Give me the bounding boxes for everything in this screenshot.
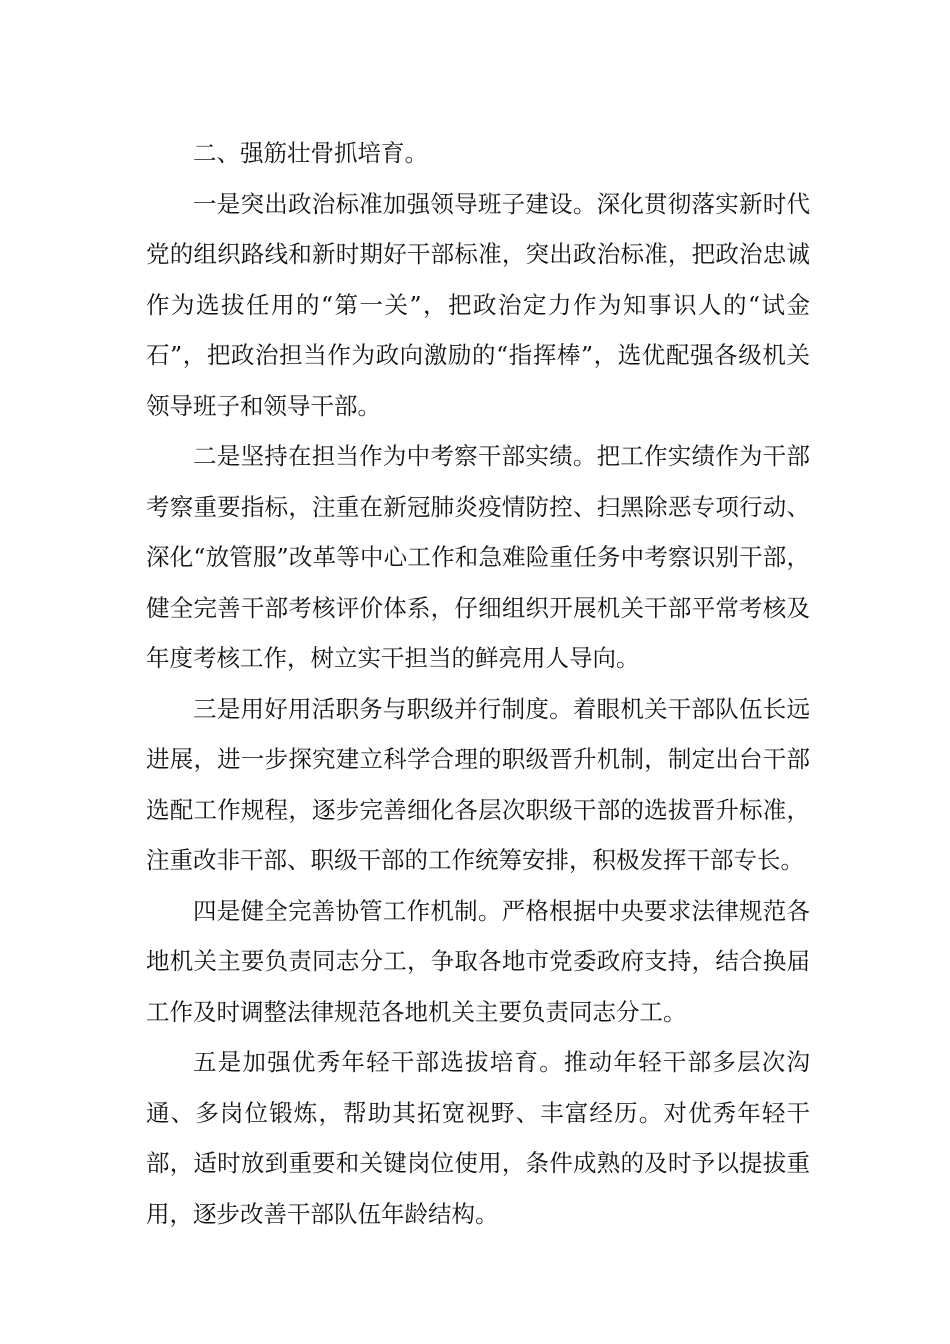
section-heading: 二、强筋壮骨抓培育。 xyxy=(193,139,428,167)
paragraph-3: 三是用好用活职务与职级并行制度。着眼机关干部队伍长远进展，进一步探究建立科学合理的职级晋升机制，制定出台干部选配工作规程，逐步完善细化各层次职级干部的选拔晋升标准，注重改非干部、职级干部的工作统筹安排，积极发挥干部专长。 xyxy=(146,694,810,874)
paragraph-1: 一是突出政治标准加强领导班子建设。深化贯彻落实新时代党的组织路线和新时期好干部标准，突出政治标准，把政治忠诚作为选拔任用的“第一关”，把政治定力作为知事识人的“试金石”，把政治担当作为政向激励的“指挥棒”，选优配强各级机关领导班子和领导干部。 xyxy=(146,189,810,420)
document-body xyxy=(146,128,810,1239)
paragraph-4: 四是健全完善协管工作机制。严格根据中央要求法律规范各地机关主要负责同志分工，争取各地市党委政府支持，结合换届工作及时调整法律规范各地机关主要负责同志分工。 xyxy=(146,896,810,1026)
paragraph-2: 二是坚持在担当作为中考察干部实绩。把工作实绩作为干部考察重要指标，注重在新冠肺炎疫情防控、扫黑除恶专项行动、深化“放管服”改革等中心工作和急难险重任务中考察识别干部，健全完善干部考核评价体系，仔细组织开展机关干部平常考核及年度考核工作，树立实干担当的鲜亮用人导向。 xyxy=(146,442,810,672)
paragraph-5: 五是加强优秀年轻干部选拔培育。推动年轻干部多层次沟通、多岗位锻炼，帮助其拓宽视野、丰富经历。对优秀年轻干部，适时放到重要和关键岗位使用，条件成熟的及时予以提拔重用，逐步改善干部队伍年龄结构。 xyxy=(146,1048,810,1228)
